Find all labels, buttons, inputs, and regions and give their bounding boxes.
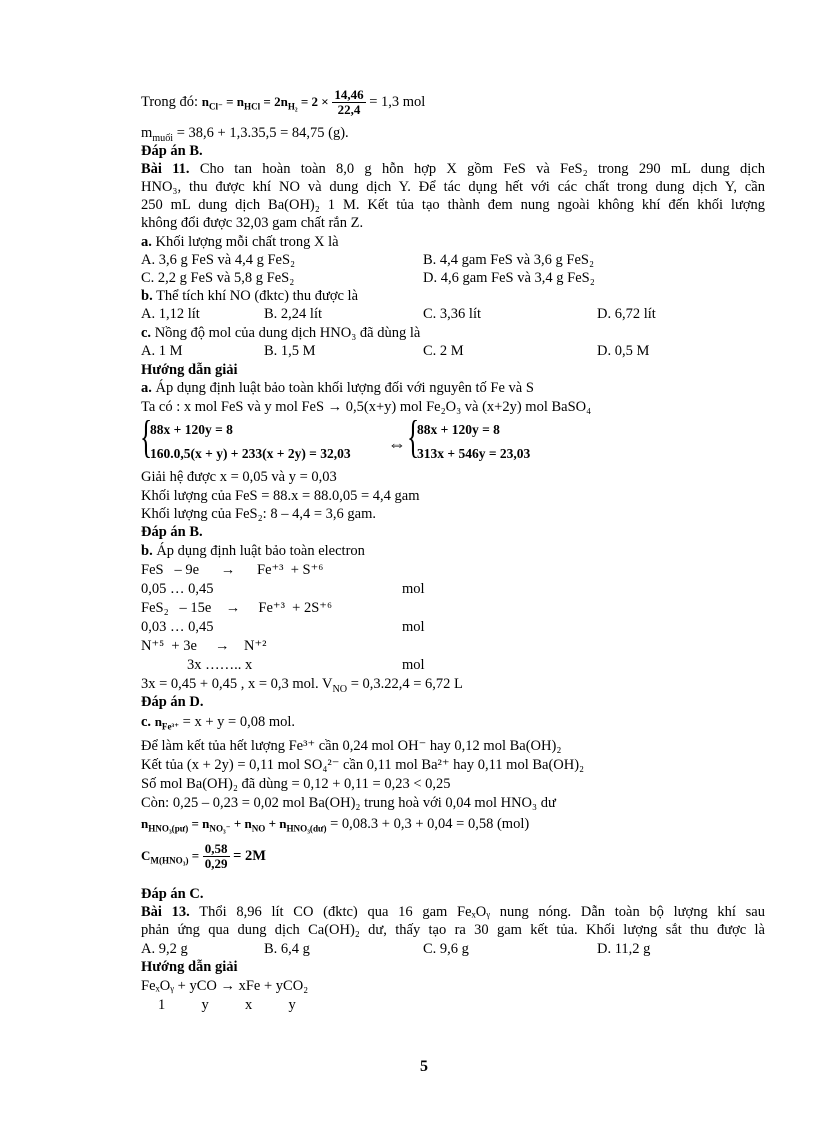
precip-fe: Để làm kết tủa hết lượng Fe³⁺ cần 0,24 mol OH⁻ hay 0,12 mol Ba(OH)₂ bbox=[141, 738, 562, 754]
problem-13-line2: phản ứng qua dung dịch Ca(OH)₂ dư, thấy tạo ra 30 gam kết tủa. Khối lượng sắt thu được là bbox=[141, 922, 765, 938]
formula-cm: $C_{M(HNO_3)}$ = bbox=[141, 847, 200, 866]
solution-a-intro: a. Áp dụng định luật bảo toàn khối lượng đối với nguyên tố Fe và S bbox=[141, 380, 534, 396]
option-a-a: A. 3,6 g FeS và 4,4 g FeS₂ bbox=[141, 252, 296, 268]
concentration: $C_{M(HNO_3)}$ = $\frac{0,58}{0,29}$ = 2M bbox=[141, 841, 266, 871]
option-b-c: C. 3,36 lít bbox=[423, 306, 482, 322]
unit-mol-2: mol bbox=[402, 619, 425, 635]
formula-ncl: $n_{Cl^-} = n_{HCl} = 2n_{H_2} = 2$ × bbox=[201, 93, 329, 112]
fraction-058: $\frac{0,58}{0,29}$ bbox=[204, 841, 228, 871]
option-b-b: B. 2,24 lít bbox=[264, 306, 323, 322]
solution-heading-1: Hướng dẫn giải bbox=[141, 362, 238, 378]
option-b-d: D. 6,72 lít bbox=[597, 306, 656, 322]
option-c-c: C. 2 M bbox=[423, 343, 464, 359]
unit-mol-1: mol bbox=[402, 581, 425, 597]
half-reaction-n: N⁺⁵ + 3e → N⁺² bbox=[141, 638, 267, 654]
volume-no: 3x = 0,45 + 0,45 , x = 0,3 mol. $V_{NO} = 0,3.22,4 = 6,72$ L bbox=[141, 676, 463, 695]
remaining-baoh2: Còn: 0,25 – 0,23 = 0,02 mol Ba(OH)₂ trung hoà với 0,04 mol HNO₃ dư bbox=[141, 795, 556, 811]
option-c-d: D. 0,5 M bbox=[597, 343, 650, 359]
option-13-d: D. 11,2 g bbox=[597, 941, 651, 957]
answer-c: Đáp án C. bbox=[141, 886, 204, 902]
equivalence-arrow: ⇔ bbox=[388, 434, 406, 454]
brace-left: { bbox=[140, 411, 153, 462]
problem-11-line3: 250 mL dung dịch Ba(OH)₂ 1 M. Kết tủa tạo thành đem nung ngoài không khí đến khối lượng bbox=[141, 197, 765, 213]
line-m-muoi: $m_{muối} = 38,6 + 1,3.35,5 = 84,75$ (g). bbox=[141, 125, 349, 144]
formula-nhno3: $n_{HNO_3(pư)} = n_{NO_3^-} + n_{NO} + n_{HNO_3(dư)}$ bbox=[141, 816, 327, 834]
mass-fes: Khối lượng của FeS = 88.x = 88.0,05 = 4,4 gam bbox=[141, 488, 420, 504]
option-a-d: D. 4,6 gam FeS và 3,4 g FeS₂ bbox=[423, 270, 595, 286]
moles-n: 3x …….. x bbox=[187, 657, 253, 673]
answer-b-1: Đáp án B. bbox=[141, 143, 203, 159]
option-c-b: B. 1,5 M bbox=[264, 343, 316, 359]
problem-11-line1: Bài 11. Cho tan hoàn toàn 8,0 g hỗn hợp X gồm FeS và FeS₂ trong 290 mL dung dịch bbox=[141, 161, 765, 177]
option-13-c: C. 9,6 g bbox=[423, 941, 469, 957]
question-a: a. Khối lượng mỗi chất trong X là bbox=[141, 234, 339, 250]
half-reaction-fes2: FeS₂ – 15e → Fe⁺³ + 2S⁺⁶ bbox=[141, 600, 333, 616]
precip-baso4: Kết tủa (x + 2y) = 0,11 mol SO₄²⁻ cần 0,11 mol Ba²⁺ hay 0,11 mol Ba(OH)₂ bbox=[141, 757, 585, 773]
half-reaction-fes: FeS – 9e → Fe⁺³ + S⁺⁶ bbox=[141, 562, 324, 578]
reaction-coefficients: 1 y x y bbox=[158, 997, 296, 1013]
brace-right: { bbox=[407, 411, 420, 462]
option-13-a: A. 9,2 g bbox=[141, 941, 188, 957]
question-b: b. Thể tích khí NO (đktc) thu được là bbox=[141, 288, 359, 304]
answer-d: Đáp án D. bbox=[141, 694, 204, 710]
mass-fes2: Khối lượng của FeS₂: 8 – 4,4 = 3,6 gam. bbox=[141, 506, 376, 522]
option-a-c: C. 2,2 g FeS và 5,8 g FeS₂ bbox=[141, 270, 295, 286]
formula-nfe: $n_{Fe^{3+}}$ bbox=[154, 714, 180, 732]
problem-11-line4: không đổi được 32,03 gam chất rắn Z. bbox=[141, 215, 364, 231]
unit-mol-3: mol bbox=[402, 657, 425, 673]
problem-11-line2: HNO₃, thu được khí NO và dung dịch Y. Để tác dụng hết với các chất trong dung dịch Y, cần bbox=[141, 179, 765, 195]
moles-baoh2: Số mol Ba(OH)₂ đã dùng = 0,12 + 0,11 = 0,23 < 0,25 bbox=[141, 776, 451, 792]
moles-fes: 0,05 … 0,45 bbox=[141, 581, 214, 597]
answer-b-2: Đáp án B. bbox=[141, 524, 203, 540]
solution-heading-2: Hướng dẫn giải bbox=[141, 959, 238, 975]
option-a-b: B. 4,4 gam FeS và 3,6 g FeS₂ bbox=[423, 252, 595, 268]
solution-c-intro: c. $n_{Fe^{3+}} = x + y = 0,08$ mol. bbox=[141, 714, 296, 732]
solution-b-intro: b. Áp dụng định luật bảo toàn electron bbox=[141, 543, 365, 559]
solve-result: Giải hệ được x = 0,05 và y = 0,03 bbox=[141, 469, 337, 485]
page-number: 5 bbox=[420, 1058, 428, 1075]
option-13-b: B. 6,4 g bbox=[264, 941, 310, 957]
question-c: c. Nồng độ mol của dung dịch HNO₃ đã dùng là bbox=[141, 325, 421, 341]
line-trong-do: Trong đó: $n_{Cl^-} = n_{HCl} = 2n_{H_2} = 2$ × $\frac{14,46}{22,4}$ = 1,3 mol bbox=[141, 87, 426, 117]
n-hno3: $n_{HNO_3(pư)} = n_{NO_3^-} + n_{NO} + n_{HNO_3(dư)} = 0,08.3 + 0,3 + 0,04 = 0,58$ (mol) bbox=[141, 816, 530, 834]
fraction-14-46: $\frac{14,46}{22,4}$ bbox=[334, 87, 364, 117]
option-b-a: A. 1,12 lít bbox=[141, 306, 200, 322]
solution-a-setup: Ta có : x mol FeS và y mol FeS → 0,5(x+y) mol Fe₂O₃ và (x+2y) mol BaSO₄ bbox=[141, 399, 592, 415]
reaction-feo-co: FeₓOᵧ + yCO → xFe + yCO₂ bbox=[141, 978, 309, 994]
option-c-a: A. 1 M bbox=[141, 343, 183, 359]
document-page: Trong đó: $n_{Cl^-} = n_{HCl} = 2n_{H_2} = 2$ × $\frac{14,46}{22,4}$ = 1,3 mol $m_{muối} = 38,6 + 1,3.35,5 = 84,75$ (g). Đáp án B. Bài 11. Cho tan hoàn toàn 8,0 g hỗn hợp X gồm FeS và FeS₂ trong 290 mL dung dịch HNO₃, thu được khí NO và dung dịch Y. Để tác dụng hết với các chất trong dung dịch Y, cần 250 mL dung dịch Ba(OH)₂ 1 M. Kết tủa tạo thành đem nung ngoài không khí đến khối lượng không đổi được 32,03 gam chất rắn Z. a. Khối lượng mỗi chất trong X là A. 3,6 g FeS và 4,4 g FeS₂ B. 4,4 gam FeS và 3,6 g FeS₂ C. 2,2 g FeS và 5,8 g FeS₂ D. 4,6 gam FeS và 3,4 g FeS₂ b. Thể tích khí NO (đktc) thu được là A. 1,12 lít B. 2,24 lít C. 3,36 lít D. 6,72 lít c. Nồng độ mol của dung dịch HNO₃ đã dùng là A. 1 M B. 1,5 M C. 2 M D. 0,5 M Hướng dẫn giải a. Áp dụng định luật bảo toàn khối lượng đối với nguyên tố Fe và S Ta có : x mol FeS và y mol FeS → 0,5(x+y) mol Fe₂O₃ và (x+2y) mol BaSO₄ { 88x + 120y = 8 160.0,5(x + y) + 233(x + 2y) = 32,03 ⇔ { 88x + 120y = 8 313x + 546y = 23,03 Giải hệ được x = 0,05 và y = 0,03 Khối lượng của FeS = 88.x = 88.0,05 = 4,4 gam Khối lượng của FeS₂: 8 – 4,4 = 3,6 gam. Đáp án B. b. Áp dụng định luật bảo toàn electron FeS – 9e → Fe⁺³ + S⁺⁶ 0,05 … 0,45 mol FeS₂ – 15e → Fe⁺³ + 2S⁺⁶ 0,03 … 0,45 mol N⁺⁵ + 3e → N⁺² 3x …….. x mol 3x = 0,45 + 0,45 , x = 0,3 mol. $V_{NO} = 0,3.22,4 = 6,72$ L Đáp án D. c. $n_{Fe^{3+}} = x + y = 0,08$ mol. Để làm kết tủa hết lượng Fe³⁺ cần 0,24 mol OH⁻ hay 0,12 mol Ba(OH)₂ Kết tủa (x + 2y) = 0,11 mol SO₄²⁻ cần 0,11 mol Ba²⁺ hay 0,11 mol Ba(OH)₂ Số mol Ba(OH)₂ đã dùng = 0,12 + 0,11 = 0,23 < 0,25 Còn: 0,25 – 0,23 = 0,02 mol Ba(OH)₂ trung hoà với 0,04 mol HNO₃ dư $n_{HNO_3(pư)} = n_{NO_3^-} + n_{NO} + n_{HNO_3(dư)} = 0,08.3 + 0,3 + 0,04 = 0,58$ (mol) $C_{M(HNO_3)}$ = $\frac{0,58}{0,29}$ = 2M Đáp án C. Bài 13. Thổi 8,96 lít CO (đktc) qua 16 gam FeₓOᵧ nung nóng. Dẫn toàn bộ lượng khí sau phản ứng qua dung dịch Ca(OH)₂ dư, thấy tạo ra 30 gam kết tủa. Khối lượng sắt thu được là A. 9,2 g B. 6,4 g C. 9,6 g D. 11,2 g Hướng dẫn giải FeₓOᵧ + yCO → xFe + yCO₂ 1 y x y 5 bbox=[140, 87, 765, 1075]
moles-fes2: 0,03 … 0,45 bbox=[141, 619, 214, 635]
problem-13-line1: Bài 13. Thổi 8,96 lít CO (đktc) qua 16 gam FeₓOᵧ nung nóng. Dẫn toàn bộ lượng khí sau bbox=[141, 904, 765, 920]
